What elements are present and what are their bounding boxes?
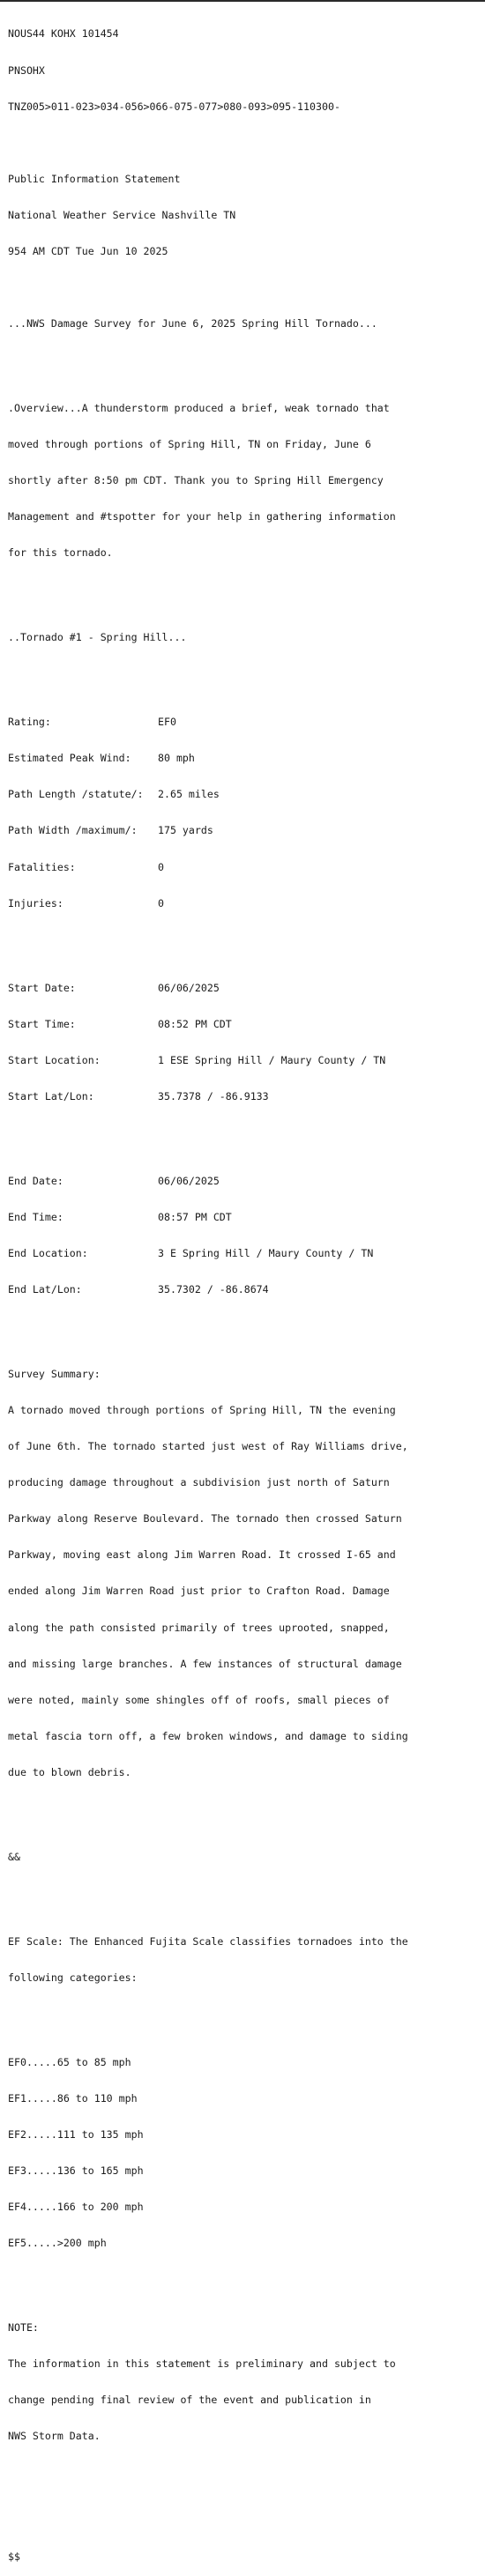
note-line: NWS Storm Data.: [8, 2430, 101, 2443]
section-separator: &&: [8, 1850, 20, 1863]
survey-line: of June 6th. The tornado started just west of Ray Williams drive,: [8, 1440, 408, 1453]
survey-line: were noted, mainly some shingles off of roofs, small pieces of: [8, 1693, 390, 1706]
ef-scale-entry: EF2.....111 to 135 mph: [8, 2127, 144, 2141]
stat-value: 0: [158, 860, 164, 873]
end-label: End Location:: [8, 1246, 88, 1259]
stat-label: Estimated Peak Wind:: [8, 752, 131, 765]
ef-intro-line: EF Scale: The Enhanced Fujita Scale classifies tornadoes into the: [8, 1934, 408, 1948]
start-latlon-row: [8, 1091, 484, 1103]
end-location-row: [8, 1248, 484, 1260]
start-label: Start Date:: [8, 981, 76, 994]
nws-statement-text: [8, 4, 484, 2576]
top-divider: [0, 0, 485, 2]
stat-value: 2.65 miles: [158, 788, 220, 801]
overview-line: shortly after 8:50 pm CDT. Thank you to Spring Hill Emergency: [8, 474, 384, 487]
ef-intro-line: following categories:: [8, 1971, 138, 1984]
ef-scale-entry: EF1.....86 to 110 mph: [8, 2091, 138, 2105]
survey-line: Parkway, moving east along Jim Warren Road. It crossed I-65 and: [8, 1548, 396, 1562]
overview-line: moved through portions of Spring Hill, TN on Friday, June 6: [8, 438, 371, 451]
start-label: Start Location:: [8, 1053, 101, 1066]
ef-scale-entry: EF4.....166 to 200 mph: [8, 2201, 144, 2214]
overview-line: for this tornado.: [8, 546, 113, 560]
note-line: change pending final review of the event and publication in: [8, 2394, 371, 2407]
stat-label: Fatalities:: [8, 860, 76, 873]
stat-value: 80 mph: [158, 752, 195, 765]
stat-value: 175 yards: [158, 824, 213, 837]
survey-line: A tornado moved through portions of Spring Hill, TN the evening: [8, 1404, 396, 1416]
end-time-row: [8, 1212, 484, 1224]
ef-scale-entry: EF0.....65 to 85 mph: [8, 2055, 131, 2068]
stat-row-fatalities: [8, 862, 484, 874]
stat-row-path-width: [8, 825, 484, 837]
awips-id: PNSOHX: [8, 63, 45, 77]
issuing-office: National Weather Service Nashville TN: [8, 208, 236, 221]
overview-line: .Overview...A thunderstorm produced a brief, weak tornado that: [8, 402, 390, 415]
start-label: Start Lat/Lon:: [8, 1089, 94, 1102]
stat-label: Path Width /maximum/:: [8, 824, 138, 837]
stat-row-injuries: [8, 898, 484, 910]
stat-row-path-length: [8, 789, 484, 801]
end-latlon-row: [8, 1284, 484, 1296]
overview-line: Management and #tspotter for your help in gathering information: [8, 510, 396, 523]
survey-line: due to blown debris.: [8, 1765, 131, 1778]
start-location-row: [8, 1055, 484, 1067]
stat-label: Path Length /statute/:: [8, 788, 144, 801]
survey-line: and missing large branches. A few instances of structural damage: [8, 1657, 402, 1670]
start-value: 06/06/2025: [158, 981, 220, 994]
end-value: 35.7302 / -86.8674: [158, 1283, 269, 1296]
start-label: Start Time:: [8, 1017, 76, 1030]
start-value: 35.7378 / -86.9133: [158, 1089, 269, 1102]
end-of-product-marker: $$: [8, 2550, 20, 2564]
start-date-row: [8, 983, 484, 995]
survey-line: ended along Jim Warren Road just prior to Crafton Road. Damage: [8, 1585, 390, 1598]
stat-row-peak-wind: [8, 753, 484, 765]
stat-row-rating: [8, 716, 484, 729]
statement-headline: ...NWS Damage Survey for June 6, 2025 Spring Hill Tornado...: [8, 317, 377, 330]
end-value: 3 E Spring Hill / Maury County / TN: [158, 1246, 374, 1259]
wmo-header: NOUS44 KOHX 101454: [8, 27, 119, 41]
survey-summary-title: Survey Summary:: [8, 1367, 101, 1380]
start-value: 08:52 PM CDT: [158, 1017, 232, 1030]
end-label: End Time:: [8, 1210, 63, 1223]
survey-line: metal fascia torn off, a few broken windows, and damage to siding: [8, 1729, 408, 1742]
end-label: End Lat/Lon:: [8, 1283, 82, 1296]
stat-label: Injuries:: [8, 896, 63, 909]
start-time-row: [8, 1019, 484, 1031]
survey-line: along the path consisted primarily of trees uprooted, snapped,: [8, 1621, 390, 1634]
ef-scale-entry: EF3.....136 to 165 mph: [8, 2164, 144, 2177]
end-date-row: [8, 1176, 484, 1188]
survey-line: Parkway along Reserve Boulevard. The tornado then crossed Saturn: [8, 1512, 402, 1526]
statement-type: Public Information Statement: [8, 172, 181, 185]
end-value: 06/06/2025: [158, 1174, 220, 1187]
ef-scale-entry: EF5.....>200 mph: [8, 2237, 107, 2250]
tornado-title: ..Tornado #1 - Spring Hill...: [8, 631, 187, 644]
stat-label: Rating:: [8, 716, 51, 729]
zone-codes: TNZ005>011-023>034-056>066-075-077>080-093>095-110300-: [8, 100, 340, 113]
end-label: End Date:: [8, 1174, 63, 1187]
stat-value: EF0: [158, 716, 176, 729]
stat-value: 0: [158, 896, 164, 909]
end-value: 08:57 PM CDT: [158, 1210, 232, 1223]
start-value: 1 ESE Spring Hill / Maury County / TN: [158, 1053, 386, 1066]
note-title: NOTE:: [8, 2321, 39, 2335]
note-line: The information in this statement is preliminary and subject to: [8, 2357, 396, 2371]
issue-time: 954 AM CDT Tue Jun 10 2025: [8, 244, 168, 257]
survey-line: producing damage throughout a subdivision just north of Saturn: [8, 1476, 390, 1489]
